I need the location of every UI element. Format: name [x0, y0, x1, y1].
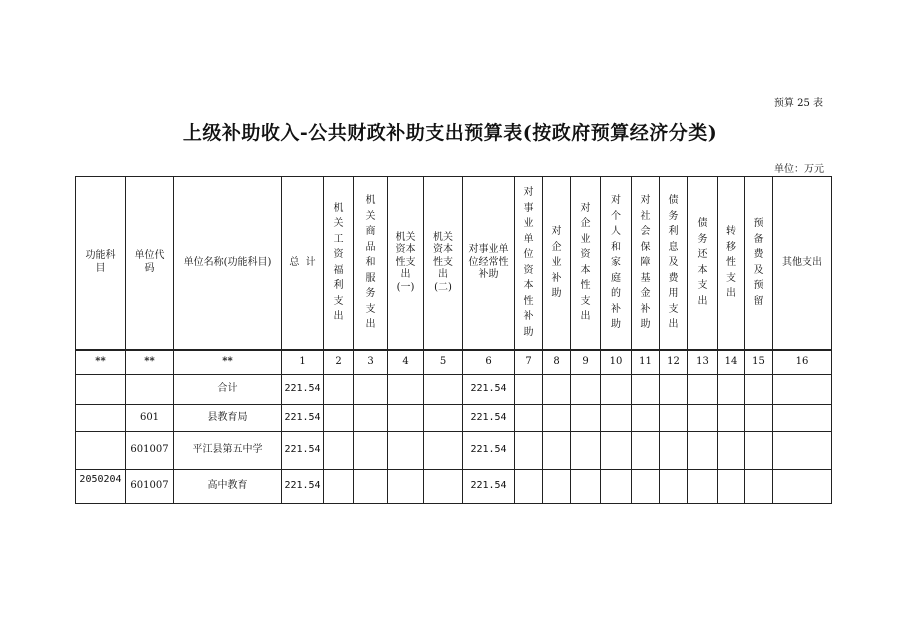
column-number: **: [174, 350, 282, 375]
empty-cell: [324, 432, 354, 470]
unit-code-cell: 601007: [126, 470, 174, 504]
header-cell: 机关资本性支出(二): [424, 177, 463, 350]
header-cell: 预备费及预留: [745, 177, 773, 350]
header-cell: 对个人和家庭的补助: [601, 177, 632, 350]
column-number: 14: [718, 350, 745, 375]
empty-cell: [515, 375, 543, 405]
unit-code-cell: [126, 375, 174, 405]
column-number: 4: [388, 350, 424, 375]
empty-cell: [688, 470, 718, 504]
column-number: 15: [745, 350, 773, 375]
empty-cell: [424, 375, 463, 405]
column-number: 3: [354, 350, 388, 375]
empty-cell: [543, 432, 571, 470]
unit-name-cell: 高中教育: [174, 470, 282, 504]
column-number: 13: [688, 350, 718, 375]
total-cell: 221.54: [282, 405, 324, 432]
empty-cell: [354, 375, 388, 405]
table-row: [76, 432, 832, 470]
empty-cell: [515, 470, 543, 504]
empty-cell: [773, 405, 832, 432]
header-cell: 债务还本支出: [688, 177, 718, 350]
func-code-cell: [76, 405, 126, 432]
empty-cell: [388, 375, 424, 405]
budget-table: [75, 176, 832, 504]
header-cell: 其他支出: [773, 177, 832, 350]
header-cell: 单位名称(功能科目): [174, 177, 282, 350]
empty-cell: [632, 405, 660, 432]
empty-cell: [324, 375, 354, 405]
empty-cell: [688, 375, 718, 405]
header-cell: 对社会保障基金补助: [632, 177, 660, 350]
column-number: 10: [601, 350, 632, 375]
column-number-row: [76, 350, 832, 375]
empty-cell: [660, 375, 688, 405]
empty-cell: [660, 470, 688, 504]
empty-cell: [601, 405, 632, 432]
empty-cell: [660, 405, 688, 432]
func-code-cell: [76, 375, 126, 405]
empty-cell: [571, 405, 601, 432]
func-code-cell: 2050204: [76, 470, 126, 504]
column-number: **: [126, 350, 174, 375]
header-cell: 功能科目: [76, 177, 126, 350]
empty-cell: [718, 375, 745, 405]
subsidy-cell: 221.54: [463, 405, 515, 432]
empty-cell: [388, 405, 424, 432]
header-cell: 对事业单位资本性补助: [515, 177, 543, 350]
column-number: 5: [424, 350, 463, 375]
empty-cell: [688, 432, 718, 470]
form-number: 预算 25 表: [773, 98, 823, 109]
empty-cell: [745, 405, 773, 432]
empty-cell: [543, 470, 571, 504]
empty-cell: [632, 432, 660, 470]
header-cell: 机关工资福利支出: [324, 177, 354, 350]
subsidy-cell: 221.54: [463, 470, 515, 504]
header-cell: 对企业资本性支出: [571, 177, 601, 350]
subsidy-cell: 221.54: [463, 375, 515, 405]
empty-cell: [354, 470, 388, 504]
header-cell: 债务利息及费用支出: [660, 177, 688, 350]
header-cell: 机关资本性支出(一): [388, 177, 424, 350]
empty-cell: [718, 470, 745, 504]
empty-cell: [601, 375, 632, 405]
empty-cell: [745, 375, 773, 405]
column-number: 16: [773, 350, 832, 375]
header-cell: 对企业补助: [543, 177, 571, 350]
empty-cell: [745, 432, 773, 470]
empty-cell: [324, 405, 354, 432]
subsidy-cell: 221.54: [463, 432, 515, 470]
column-number: 12: [660, 350, 688, 375]
empty-cell: [601, 432, 632, 470]
empty-cell: [632, 375, 660, 405]
unit-label: 单位：万元: [774, 164, 824, 175]
column-number: **: [76, 350, 126, 375]
header-cell: 总 计: [282, 177, 324, 350]
empty-cell: [745, 470, 773, 504]
column-number: 11: [632, 350, 660, 375]
table-row: [76, 375, 832, 405]
empty-cell: [354, 405, 388, 432]
empty-cell: [515, 432, 543, 470]
empty-cell: [388, 432, 424, 470]
total-cell: 221.54: [282, 432, 324, 470]
column-number: 8: [543, 350, 571, 375]
empty-cell: [571, 470, 601, 504]
func-code-cell: [76, 432, 126, 470]
unit-name-cell: 平江县第五中学: [174, 432, 282, 470]
header-cell: 转移性支出: [718, 177, 745, 350]
empty-cell: [571, 432, 601, 470]
empty-cell: [718, 432, 745, 470]
empty-cell: [324, 470, 354, 504]
header-row: [76, 177, 832, 350]
column-number: 2: [324, 350, 354, 375]
empty-cell: [718, 405, 745, 432]
column-number: 9: [571, 350, 601, 375]
page-title: 上级补助收入-公共财政补助支出预算表(按政府预算经济分类): [182, 122, 718, 144]
empty-cell: [543, 405, 571, 432]
column-number: 6: [463, 350, 515, 375]
unit-code-cell: 601: [126, 405, 174, 432]
empty-cell: [688, 405, 718, 432]
column-number: 1: [282, 350, 324, 375]
header-cell: 单位代码: [126, 177, 174, 350]
unit-name-cell: 县教育局: [174, 405, 282, 432]
table-row: [76, 405, 832, 432]
empty-cell: [388, 470, 424, 504]
empty-cell: [424, 405, 463, 432]
empty-cell: [601, 470, 632, 504]
unit-code-cell: 601007: [126, 432, 174, 470]
empty-cell: [773, 375, 832, 405]
empty-cell: [773, 470, 832, 504]
column-number: 7: [515, 350, 543, 375]
header-cell: 机关商品和服务支出: [354, 177, 388, 350]
total-cell: 221.54: [282, 375, 324, 405]
empty-cell: [515, 405, 543, 432]
empty-cell: [571, 375, 601, 405]
empty-cell: [543, 375, 571, 405]
empty-cell: [632, 470, 660, 504]
total-cell: 221.54: [282, 470, 324, 504]
table-row: [76, 470, 832, 504]
unit-name-cell: 合计: [174, 375, 282, 405]
empty-cell: [424, 432, 463, 470]
header-cell: 对事业单位经常性补助: [463, 177, 515, 350]
empty-cell: [354, 432, 388, 470]
empty-cell: [424, 470, 463, 504]
empty-cell: [773, 432, 832, 470]
empty-cell: [660, 432, 688, 470]
